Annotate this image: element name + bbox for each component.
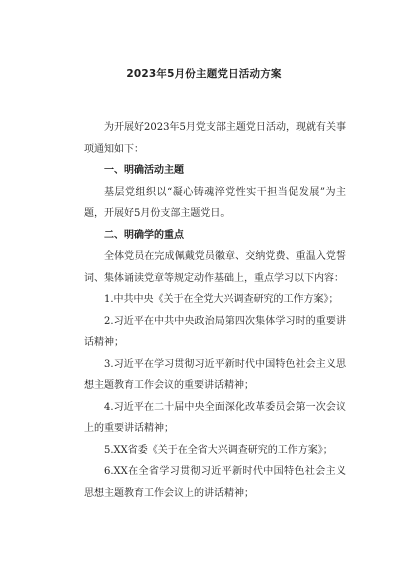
list-item: 2.习近平在中共中央政治局第四次集体学习时的重要讲话精神； [84,315,346,348]
theme-paragraph: 基层党组织以“凝心铸魂淬党性实干担当促发展”为主题，开展好5月份支部主题党日。 [84,186,346,219]
list-item: 5.XX省委《关于在全省大兴调查研究的工作方案》； [104,444,333,456]
study-focus-paragraph: 全体党员在完成佩戴党员徽章、交纳党费、重温入党誓词、集体诵读党章等规定动作基础上，重点学习以下内容： [84,251,346,284]
list-item: 6.XX在全省学习贯彻习近平新时代中国特色社会主义思想主题教育工作会议上的讲话精神； [84,466,346,499]
document-body [84,117,346,504]
list-item: 4.习近平在二十届中央全面深化改革委员会第一次会议上的重要讲话精神； [84,401,346,434]
list-item: 1.中共中央《关于在全党大兴调查研究的工作方案》； [104,294,339,305]
section-heading-study-focus: 二、明确学的重点 [104,229,184,241]
document-title: 2023年5月份主题党日活动方案 [126,68,282,80]
intro-paragraph: 为开展好2023年5月党支部主题党日活动，现就有关事项通知如下： [84,122,346,155]
list-item: 3.习近平在学习贯彻习近平新时代中国特色社会主义思想主题教育工作会议的重要讲话精神； [84,358,346,391]
section-heading-theme: 一、明确活动主题 [104,165,184,176]
